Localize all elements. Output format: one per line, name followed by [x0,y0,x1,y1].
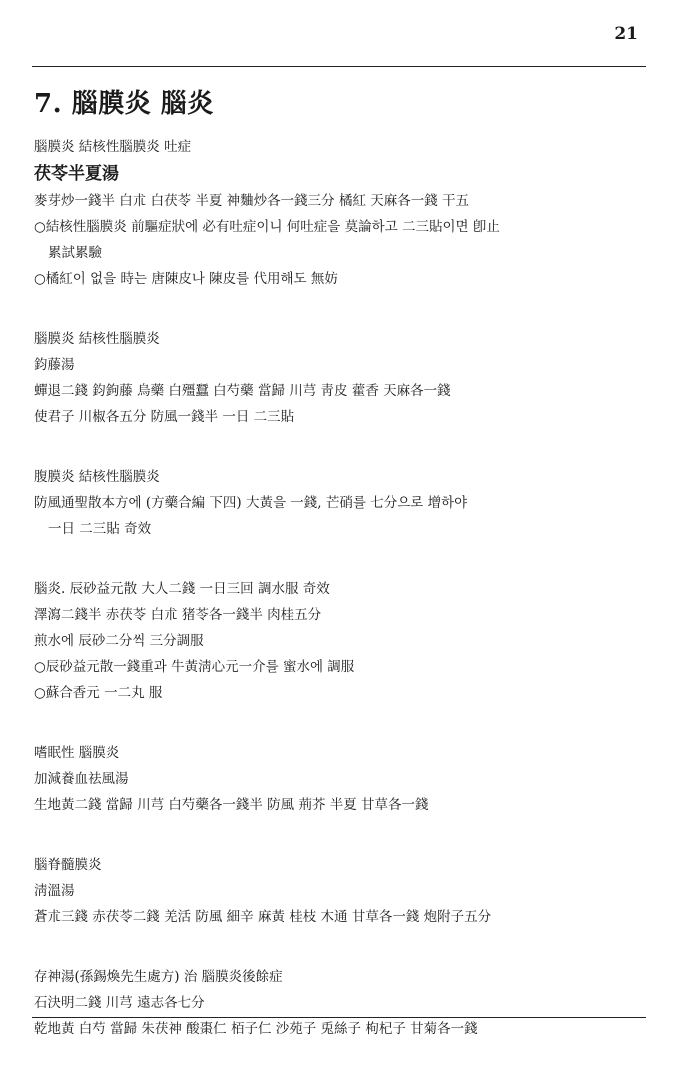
text-line: ○結核性腦膜炎 前驅症狀에 必有吐症이니 何吐症을 莫論하고 二三貼이면 卽止 [34,219,500,235]
section-5 [34,740,646,818]
section-1 [34,134,646,292]
section-6 [34,852,646,930]
text-line: 石決明二錢 川芎 遠志各七分 [34,995,205,1011]
section-2 [34,326,646,430]
text-line: ○蘇合香元 一二丸 服 [34,685,163,701]
text-line: 煎水에 辰砂二分씩 三分調服 [34,633,204,649]
text-line: 蒼朮三錢 赤茯苓二錢 羌活 防風 細辛 麻黃 桂枝 木通 甘草各一錢 炮附子五分 [34,909,492,925]
section-4 [34,576,646,706]
section-header: 腹膜炎 結核性腦膜炎 [34,469,160,485]
prescription-name: 加減養血祛風湯 [34,771,129,787]
text-line: 防風通聖散本方에 (方藥合編 下四) 大黃을 一錢, 芒硝를 七分으로 增하야 [34,495,468,511]
text-line: 一日 二三貼 奇效 [48,521,152,537]
section-3 [34,464,646,542]
prescription-name: 鈞藤湯 [34,357,75,373]
bottom-divider [32,1017,646,1018]
section-header: 存神湯(孫錫煥先生處方) 治 腦膜炎後餘症 [34,969,283,985]
section-header: 腦脊髓膜炎 [34,857,102,873]
section-header: 嗜眠性 腦膜炎 [34,745,120,761]
text-line: 生地黃二錢 當歸 川芎 白芍藥各一錢半 防風 荊芥 半夏 甘草各一錢 [34,797,429,813]
page-number: 21 [614,24,638,44]
text-line: ○辰砂益元散一錢重과 牛黃淸心元一介를 蜜水에 調服 [34,659,355,675]
text-line: 澤瀉二錢半 赤茯苓 白朮 猪苓各一錢半 肉桂五分 [34,607,322,623]
prescription-name: 淸溫湯 [34,883,75,899]
text-line: 麥芽炒一錢半 白朮 白茯苓 半夏 神麯炒各一錢三分 橘紅 天麻各一錢 干五 [34,193,470,209]
text-line: 蟬退二錢 鈞鉤藤 烏藥 白殭蠶 白芍藥 當歸 川芎 靑皮 藿香 天麻各一錢 [34,383,451,399]
section-header: 腦膜炎 結核性腦膜炎 [34,331,160,347]
top-divider [32,66,646,67]
section-7 [34,964,646,1042]
text-line: ○橘紅이 없을 時는 唐陳皮나 陳皮를 代用해도 無妨 [34,271,338,287]
text-line: 累試累驗 [48,245,102,261]
section-header: 腦炎. 辰砂益元散 大人二錢 一日三回 調水服 奇效 [34,581,330,597]
text-line: 使君子 川椒各五分 防風一錢半 一日 二三貼 [34,409,295,425]
section-header: 腦膜炎 結核性腦膜炎 吐症 [34,139,192,155]
text-line: 乾地黃 白芍 當歸 朱茯神 酸棗仁 栢子仁 沙苑子 兎絲子 枸杞子 甘菊各一錢 [34,1021,478,1037]
prescription-name: 茯苓半夏湯 [34,164,119,184]
page-content [34,88,646,1076]
chapter-title: 7. 腦膜炎 腦炎 [34,89,214,119]
